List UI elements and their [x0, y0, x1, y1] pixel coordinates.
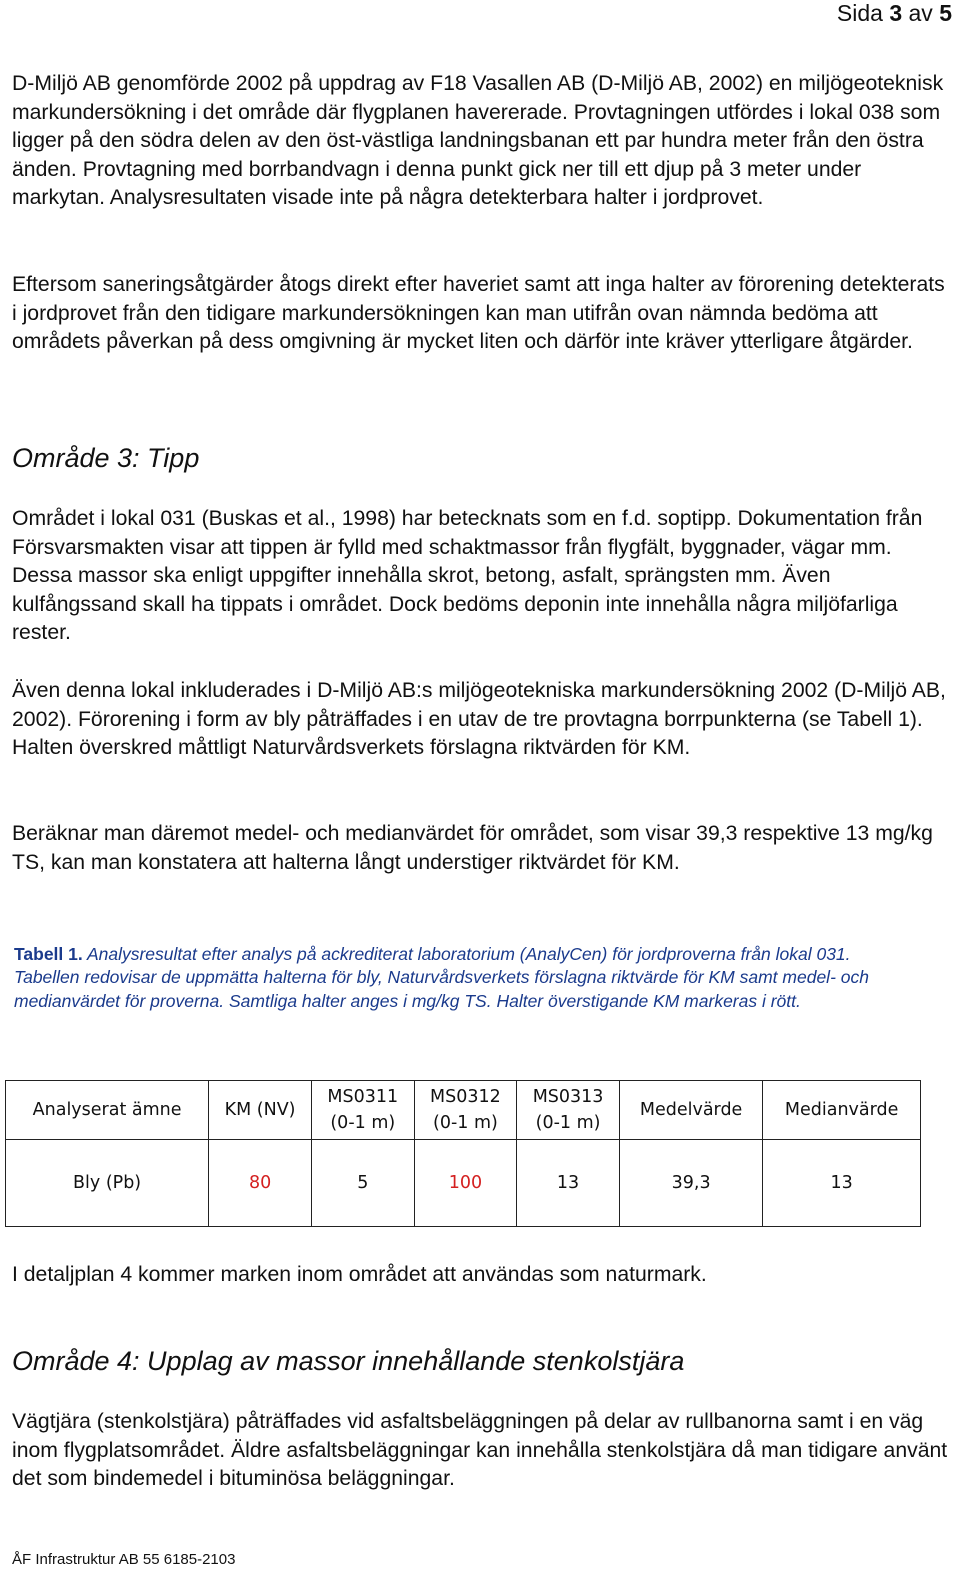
header-mean: Medelvärde — [619, 1081, 762, 1140]
header-median: Medianvärde — [763, 1081, 921, 1140]
cell-ms0312: 100 — [414, 1140, 517, 1227]
caption-text: Analysresultat efter analys på ackrediterat laboratorium (AnalyCen) för jordproverna från lokal 031. Tabellen redovisar de uppmätta halterna för bly, Naturvårdsverkets förslagna riktvärde för KM samt medel- och medianvärdet för proverna. Samtliga halter anges i mg/kg TS. Halter överstigande KM markeras i rött. — [14, 944, 869, 1011]
cell-ms0313: 13 — [517, 1140, 620, 1227]
paragraph-mean-median: Beräknar man däremot medel- och medianvärdet för området, som visar 39,3 respektive 13 mg/kg TS, kan man konstatera att halterna långt understiger riktvärdet för KM. — [12, 822, 933, 874]
paragraph-landfill: Området i lokal 031 (Buskas et al., 1998) har betecknats som en f.d. soptipp. Dokumentation från Försvarsmakten visar att tippen är fylld med schaktmassor från flygfält, byggnader, vägar mm. Dessa massor ska enligt uppgifter innehålla skrot, betong, asfalt, sprängsten mm. Även kulfångssand skall ha tippats i området. Dock bedöms deponin inte innehålla några miljöfarliga rester. — [12, 507, 923, 645]
results-table — [5, 1080, 921, 1227]
table-caption — [14, 943, 914, 1013]
page-number — [837, 0, 952, 27]
header-ms0312: MS0312 (0-1 m) — [414, 1081, 517, 1140]
header-ms0311: MS0311 (0-1 m) — [311, 1081, 414, 1140]
heading-area-4: Område 4: Upplag av massor innehållande stenkolstjära — [12, 1346, 685, 1376]
cell-median: 13 — [763, 1140, 921, 1227]
page-sep: av — [908, 0, 933, 26]
paragraph-lead-finding: Även denna lokal inkluderades i D-Miljö AB:s miljögeotekniska markundersökning 2002 (D-Miljö AB, 2002). Förorening i form av bly påträffades i en utav de tre provtagna borrpunkterna (se Tabell 1). Halten överskred måttligt Naturvårdsverkets förslagna riktvärden för KM. — [12, 679, 946, 760]
header-km: KM (NV) — [209, 1081, 312, 1140]
header-ms0313: MS0313 (0-1 m) — [517, 1081, 620, 1140]
cell-km: 80 — [209, 1140, 312, 1227]
table-header-row — [6, 1081, 921, 1140]
cell-ms0311: 5 — [311, 1140, 414, 1227]
cell-mean: 39,3 — [619, 1140, 762, 1227]
paragraph-detail-plan: I detaljplan 4 kommer marken inom området att användas som naturmark. — [12, 1263, 707, 1286]
table-row — [6, 1140, 921, 1227]
heading-area-3: Område 3: Tipp — [12, 443, 200, 473]
cell-substance: Bly (Pb) — [6, 1140, 209, 1227]
caption-label: Tabell 1. — [14, 944, 83, 964]
header-substance: Analyserat ämne — [6, 1081, 209, 1140]
page-total: 5 — [939, 0, 952, 26]
paragraph-d-miljo-survey: D-Miljö AB genomförde 2002 på uppdrag av F18 Vasallen AB (D-Miljö AB, 2002) en miljögeoteknisk markundersökning i det område där flygplanen havererade. Provtagningen utfördes i lokal 038 som ligger på den södra delen av den öst-västliga landningsbanan ett par hundra meter från den östra änden. Provtagning med borrbandvagn i denna punkt gick ner till ett djup på 3 meter under markytan. Analysresultaten visade inte på några detekterbara halter i jordprovet. — [12, 72, 944, 210]
paragraph-coal-tar: Vägtjära (stenkolstjära) påträffades vid asfaltsbeläggningen på delar av rullbanorna samt i en väg inom flygplatsområdet. Äldre asfaltsbeläggningar kan innehålla stenkolstjära då man tidigare använt det som bindemedel i bituminösa beläggningar. — [12, 1410, 948, 1491]
page-footer: ÅF Infrastruktur AB 55 6185-2103 — [12, 1551, 236, 1568]
page-current: 3 — [889, 0, 903, 26]
page-prefix: Sida — [836, 0, 883, 26]
paragraph-remediation: Eftersom saneringsåtgärder åtogs direkt efter haveriet samt att inga halter av förorening detekterats i jordprovet från den tidigare markundersökningen kan man utifrån ovan nämnda bedöma att områdets påverkan på dess omgivning är mycket liten och därför inte kräver ytterligare åtgärder. — [12, 273, 945, 354]
